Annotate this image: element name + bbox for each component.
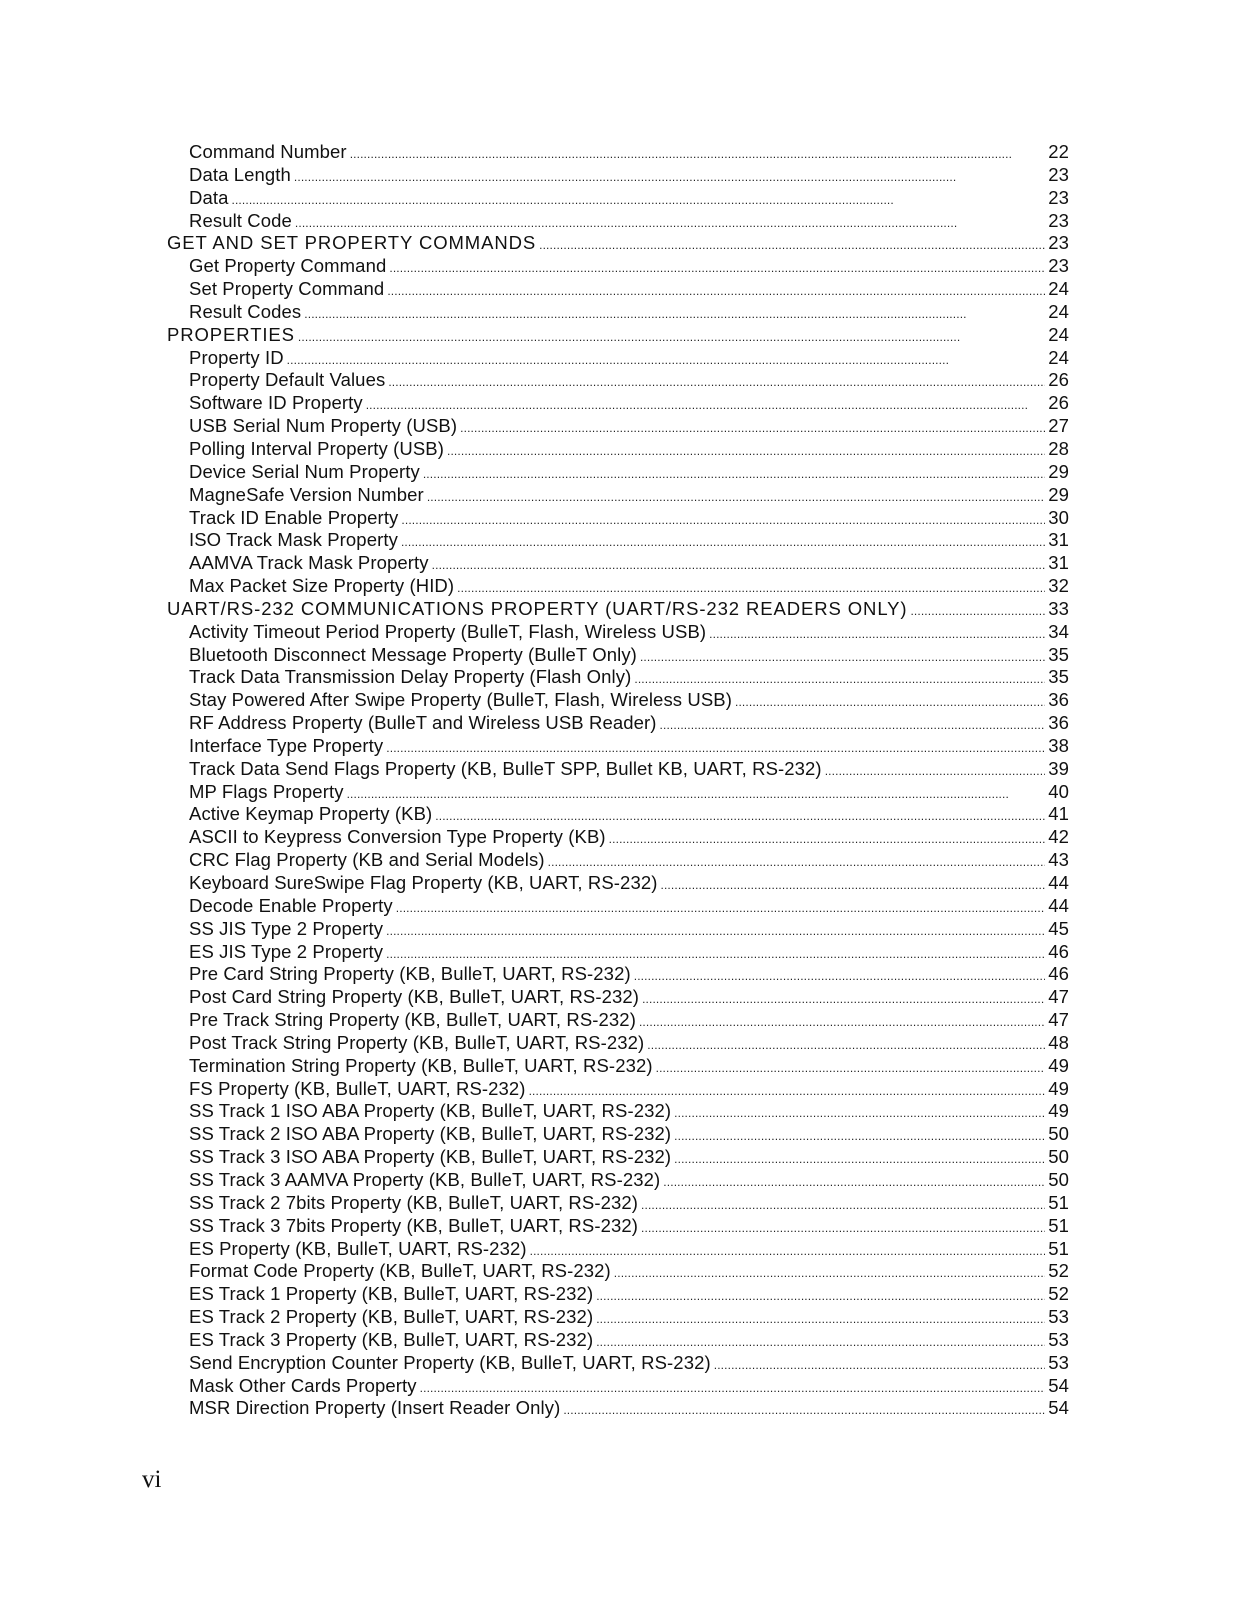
toc-entry-title: CRC Flag Property (KB and Serial Models): [189, 849, 545, 871]
toc-entry-page-number: 36: [1048, 689, 1069, 711]
toc-dot-leader: [386, 947, 1045, 961]
toc-dot-leader: [294, 170, 1045, 184]
toc-entry[interactable]: [167, 484, 1069, 507]
toc-entry-page-number: 27: [1048, 415, 1069, 437]
toc-entry[interactable]: [167, 575, 1069, 598]
toc-entry-title: SS Track 3 7bits Property (KB, BulleT, UART, RS-232): [189, 1214, 639, 1236]
toc-entry-title: SS Track 2 7bits Property (KB, BulleT, UART, RS-232): [189, 1191, 639, 1213]
toc-entry-page-number: 46: [1048, 940, 1069, 962]
toc-dot-leader: [563, 1403, 1045, 1417]
page-number: vi: [142, 1466, 162, 1493]
toc-dot-leader: [641, 1198, 1045, 1212]
toc-entry-page-number: 53: [1048, 1328, 1069, 1350]
toc-entry[interactable]: [167, 986, 1069, 1009]
toc-entry-page-number: 35: [1048, 666, 1069, 688]
toc-entry-page-number: 50: [1048, 1146, 1069, 1168]
toc-entry-title: Format Code Property (KB, BulleT, UART, RS-232): [189, 1260, 611, 1282]
toc-entry-page-number: 23: [1048, 186, 1069, 208]
toc-entry-page-number: 49: [1048, 1077, 1069, 1099]
toc-dot-leader: [634, 969, 1045, 983]
toc-entry-page-number: 48: [1048, 1031, 1069, 1053]
toc-entry[interactable]: [167, 392, 1069, 415]
toc-dot-leader: [529, 1084, 1046, 1098]
toc-entry[interactable]: [167, 872, 1069, 895]
toc-entry-page-number: 44: [1048, 894, 1069, 916]
toc-entry[interactable]: [167, 1123, 1069, 1146]
toc-entry-title: Polling Interval Property (USB): [189, 437, 444, 459]
toc-entry[interactable]: [167, 164, 1069, 187]
toc-dot-leader: [366, 398, 1046, 412]
toc-entry-title: Result Codes: [189, 300, 302, 322]
toc-entry[interactable]: [167, 941, 1069, 964]
toc-entry-title: MagneSafe Version Number: [189, 483, 424, 505]
toc-dot-leader: [447, 444, 1045, 458]
toc-entry-page-number: 26: [1048, 369, 1069, 391]
toc-dot-leader: [663, 1175, 1045, 1189]
toc-entry[interactable]: [167, 1215, 1069, 1238]
toc-entry[interactable]: [167, 552, 1069, 575]
toc-dot-leader: [298, 330, 1045, 344]
toc-entry[interactable]: [167, 826, 1069, 849]
toc-dot-leader: [432, 558, 1046, 572]
toc-dot-leader: [674, 1129, 1045, 1143]
toc-dot-leader: [596, 1335, 1045, 1349]
toc-dot-leader: [401, 535, 1045, 549]
toc-entry[interactable]: [167, 918, 1069, 941]
toc-entry-page-number: 28: [1048, 437, 1069, 459]
toc-dot-leader: [347, 787, 1046, 801]
toc-entry-page-number: 36: [1048, 712, 1069, 734]
toc-dot-leader: [287, 353, 1046, 367]
toc-entry-title: Stay Powered After Swipe Property (BulleT, Flash, Wireless USB): [189, 689, 732, 711]
toc-entry-title: ASCII to Keypress Conversion Type Property (KB): [189, 826, 606, 848]
toc-entry-title: Track Data Transmission Delay Property (Flash Only): [189, 666, 632, 688]
toc-dot-leader: [656, 1061, 1046, 1075]
toc-entry-title: Command Number: [189, 141, 347, 162]
toc-entry-page-number: 50: [1048, 1123, 1069, 1145]
toc-entry[interactable]: [167, 1283, 1069, 1306]
toc-dot-leader: [387, 284, 1045, 298]
toc-entry-page-number: 31: [1048, 529, 1069, 551]
toc-entry-title: MP Flags Property: [189, 780, 344, 802]
toc-entry-title: SS Track 1 ISO ABA Property (KB, BulleT, UART, RS-232): [189, 1100, 672, 1122]
toc-entry-title: RF Address Property (BulleT and Wireless USB Reader): [189, 712, 657, 734]
toc-entry-page-number: 30: [1048, 506, 1069, 528]
toc-entry-page-number: 49: [1048, 1100, 1069, 1122]
toc-entry-title: AAMVA Track Mask Property: [189, 552, 429, 574]
toc-dot-leader: [423, 467, 1045, 481]
toc-entry-title: Track Data Send Flags Property (KB, BulleT SPP, Bullet KB, UART, RS-232): [189, 757, 822, 779]
toc-entry[interactable]: [167, 461, 1069, 484]
toc-entry[interactable]: [167, 1306, 1069, 1329]
toc-entry-title: Property ID: [189, 346, 284, 368]
toc-dot-leader: [350, 147, 1046, 161]
toc-entry[interactable]: [167, 507, 1069, 530]
toc-entry[interactable]: [167, 438, 1069, 461]
toc-entry-title: Bluetooth Disconnect Message Property (BulleT Only): [189, 643, 637, 665]
toc-dot-leader: [295, 216, 1045, 230]
toc-entry[interactable]: [167, 803, 1069, 826]
toc-entry[interactable]: [167, 1032, 1069, 1055]
toc-entry[interactable]: [167, 1238, 1069, 1261]
toc-entry-title: Get Property Command: [189, 255, 387, 277]
toc-dot-leader: [396, 901, 1045, 915]
toc-dot-leader: [389, 261, 1045, 275]
toc-entry[interactable]: [167, 1397, 1069, 1420]
toc-entry[interactable]: [167, 301, 1069, 324]
toc-dot-leader: [709, 627, 1045, 641]
toc-entry-title: SS Track 3 ISO ABA Property (KB, BulleT, UART, RS-232): [189, 1146, 672, 1168]
toc-entry-title: Mask Other Cards Property: [189, 1374, 417, 1396]
toc-entry[interactable]: [167, 598, 1069, 621]
toc-dot-leader: [674, 1152, 1045, 1166]
toc-entry-title: ES Track 1 Property (KB, BulleT, UART, RS-232): [189, 1283, 594, 1305]
toc-entry-title: PROPERTIES: [167, 323, 295, 345]
toc-entry-page-number: 22: [1048, 141, 1069, 162]
toc-entry[interactable]: [167, 369, 1069, 392]
toc-entry-page-number: 38: [1048, 734, 1069, 756]
toc-entry-title: Pre Track String Property (KB, BulleT, UART, RS-232): [189, 1009, 636, 1031]
toc-entry-title: MSR Direction Property (Insert Reader Only): [189, 1397, 561, 1419]
toc-entry-title: Property Default Values: [189, 369, 386, 391]
toc-entry[interactable]: [167, 712, 1069, 735]
toc-dot-leader: [386, 741, 1045, 755]
toc-entry-title: Keyboard SureSwipe Flag Property (KB, UART, RS-232): [189, 872, 658, 893]
toc-entry-title: USB Serial Num Property (USB): [189, 415, 458, 437]
toc-dot-leader: [386, 924, 1045, 938]
toc-entry-title: Device Serial Num Property: [189, 460, 420, 482]
toc-entry-page-number: 42: [1048, 826, 1069, 848]
toc-entry-page-number: 23: [1048, 232, 1069, 254]
toc-entry[interactable]: [167, 529, 1069, 552]
toc-entry-title: Decode Enable Property: [189, 894, 393, 916]
toc-entry-page-number: 45: [1048, 917, 1069, 939]
toc-entry-page-number: 41: [1048, 803, 1069, 825]
toc-entry-page-number: 50: [1048, 1168, 1069, 1190]
toc-entry-page-number: 54: [1048, 1397, 1069, 1419]
toc-entry-page-number: 47: [1048, 1009, 1069, 1031]
toc-entry[interactable]: [167, 758, 1069, 781]
toc-dot-leader: [714, 1358, 1045, 1372]
table-of-contents: [167, 141, 1069, 1420]
toc-dot-leader: [825, 764, 1046, 778]
toc-entry[interactable]: [167, 1169, 1069, 1192]
toc-entry-page-number: 47: [1048, 986, 1069, 1008]
toc-dot-leader: [735, 695, 1045, 709]
toc-entry[interactable]: [167, 1260, 1069, 1283]
toc-entry-title: Data Length: [189, 163, 291, 185]
toc-entry-title: Activity Timeout Period Property (BulleT, Flash, Wireless USB): [189, 620, 707, 642]
toc-entry[interactable]: [167, 735, 1069, 758]
toc-dot-leader: [401, 513, 1045, 527]
toc-dot-leader: [460, 421, 1045, 435]
toc-dot-leader: [660, 718, 1046, 732]
toc-dot-leader: [641, 1221, 1045, 1235]
toc-dot-leader: [539, 238, 1045, 252]
toc-entry-page-number: 23: [1048, 255, 1069, 277]
toc-dot-leader: [427, 490, 1045, 504]
toc-entry[interactable]: [167, 1329, 1069, 1352]
toc-dot-leader: [596, 1312, 1045, 1326]
toc-entry-page-number: 51: [1048, 1191, 1069, 1213]
toc-entry-title: Max Packet Size Property (HID): [189, 575, 455, 597]
toc-entry-page-number: 40: [1048, 780, 1069, 802]
toc-entry[interactable]: [167, 895, 1069, 918]
toc-entry[interactable]: [167, 324, 1069, 347]
toc-entry-title: Software ID Property: [189, 392, 363, 414]
toc-entry[interactable]: [167, 644, 1069, 667]
toc-entry[interactable]: [167, 1100, 1069, 1123]
toc-entry-page-number: 53: [1048, 1306, 1069, 1328]
toc-entry-page-number: 52: [1048, 1260, 1069, 1282]
toc-dot-leader: [674, 1106, 1045, 1120]
toc-entry-page-number: 39: [1048, 757, 1069, 779]
toc-entry-page-number: 24: [1048, 323, 1069, 345]
toc-entry-page-number: 32: [1048, 575, 1069, 597]
toc-dot-leader: [640, 650, 1045, 664]
toc-dot-leader: [609, 832, 1046, 846]
toc-entry-title: Termination String Property (KB, BulleT, UART, RS-232): [189, 1054, 653, 1076]
toc-dot-leader: [647, 1038, 1045, 1052]
toc-entry[interactable]: [167, 781, 1069, 804]
toc-entry[interactable]: [167, 347, 1069, 370]
toc-entry-page-number: 51: [1048, 1237, 1069, 1259]
toc-entry-page-number: 49: [1048, 1054, 1069, 1076]
toc-entry-page-number: 44: [1048, 872, 1069, 893]
toc-dot-leader: [548, 855, 1046, 869]
toc-entry-title: Set Property Command: [189, 278, 385, 300]
toc-entry-page-number: 23: [1048, 209, 1069, 231]
toc-dot-leader: [304, 307, 1045, 321]
toc-entry-title: GET AND SET PROPERTY COMMANDS: [167, 232, 537, 254]
toc-entry-title: Post Card String Property (KB, BulleT, UART, RS-232): [189, 986, 640, 1008]
toc-entry[interactable]: [167, 1192, 1069, 1215]
toc-dot-leader: [642, 992, 1045, 1006]
toc-entry[interactable]: [167, 1352, 1069, 1375]
toc-entry-page-number: 43: [1048, 849, 1069, 871]
toc-entry-page-number: 24: [1048, 278, 1069, 300]
toc-entry-title: Pre Card String Property (KB, BulleT, UART, RS-232): [189, 963, 631, 985]
toc-entry-page-number: 29: [1048, 460, 1069, 482]
toc-entry-page-number: 54: [1048, 1374, 1069, 1396]
toc-entry[interactable]: [167, 232, 1069, 255]
toc-entry-page-number: 23: [1048, 163, 1069, 185]
toc-entry-title: Send Encryption Counter Property (KB, BulleT, UART, RS-232): [189, 1351, 711, 1373]
toc-entry[interactable]: [167, 621, 1069, 644]
toc-entry-page-number: 24: [1048, 346, 1069, 368]
toc-entry-page-number: 24: [1048, 300, 1069, 322]
toc-entry[interactable]: [167, 1055, 1069, 1078]
toc-entry-title: ES JIS Type 2 Property: [189, 940, 384, 962]
toc-entry[interactable]: [167, 689, 1069, 712]
toc-entry-title: SS Track 2 ISO ABA Property (KB, BulleT, UART, RS-232): [189, 1123, 672, 1145]
toc-entry-page-number: 46: [1048, 963, 1069, 985]
toc-entry-title: SS Track 3 AAMVA Property (KB, BulleT, UART, RS-232): [189, 1168, 661, 1190]
toc-entry[interactable]: [167, 415, 1069, 438]
toc-dot-leader: [435, 809, 1045, 823]
toc-entry-title: SS JIS Type 2 Property: [189, 917, 384, 939]
toc-entry[interactable]: [167, 666, 1069, 689]
toc-entry-title: Post Track String Property (KB, BulleT, UART, RS-232): [189, 1031, 645, 1053]
toc-entry-title: ES Property (KB, BulleT, UART, RS-232): [189, 1237, 527, 1259]
toc-dot-leader: [231, 193, 1045, 207]
toc-entry[interactable]: [167, 255, 1069, 278]
toc-entry[interactable]: [167, 187, 1069, 210]
toc-entry-page-number: 53: [1048, 1351, 1069, 1373]
toc-entry-page-number: 51: [1048, 1214, 1069, 1236]
toc-entry-page-number: 52: [1048, 1283, 1069, 1305]
toc-entry-title: ES Track 3 Property (KB, BulleT, UART, RS-232): [189, 1328, 594, 1350]
toc-entry-title: UART/RS-232 COMMUNICATIONS PROPERTY (UART/RS-232 READERS ONLY): [167, 597, 908, 619]
toc-entry[interactable]: [167, 1146, 1069, 1169]
toc-entry-title: Track ID Enable Property: [189, 506, 399, 528]
toc-entry-title: ES Track 2 Property (KB, BulleT, UART, RS-232): [189, 1306, 594, 1328]
toc-entry[interactable]: [167, 1009, 1069, 1032]
toc-dot-leader: [457, 581, 1045, 595]
toc-entry[interactable]: [167, 1078, 1069, 1101]
toc-entry-title: FS Property (KB, BulleT, UART, RS-232): [189, 1077, 526, 1099]
toc-entry-page-number: 33: [1048, 597, 1069, 619]
toc-dot-leader: [388, 375, 1045, 389]
toc-dot-leader: [596, 1289, 1045, 1303]
toc-dot-leader: [639, 1015, 1045, 1029]
toc-entry-page-number: 31: [1048, 552, 1069, 574]
toc-dot-leader: [420, 1381, 1046, 1395]
toc-entry[interactable]: [167, 210, 1069, 233]
toc-entry[interactable]: [167, 141, 1069, 164]
toc-entry-title: Interface Type Property: [189, 734, 384, 756]
toc-dot-leader: [661, 878, 1046, 892]
toc-entry-title: Result Code: [189, 209, 292, 231]
toc-dot-leader: [634, 672, 1045, 686]
toc-dot-leader: [530, 1244, 1046, 1258]
toc-dot-leader: [910, 604, 1045, 618]
toc-entry-page-number: 35: [1048, 643, 1069, 665]
toc-entry[interactable]: [167, 278, 1069, 301]
toc-entry[interactable]: [167, 1375, 1069, 1398]
toc-entry-page-number: 29: [1048, 483, 1069, 505]
toc-entry-page-number: 34: [1048, 620, 1069, 642]
toc-entry-title: Data: [189, 186, 229, 208]
toc-entry[interactable]: [167, 849, 1069, 872]
toc-dot-leader: [614, 1266, 1045, 1280]
toc-entry-title: ISO Track Mask Property: [189, 529, 398, 551]
toc-entry-page-number: 26: [1048, 392, 1069, 414]
toc-entry[interactable]: [167, 963, 1069, 986]
toc-entry-title: Active Keymap Property (KB): [189, 803, 433, 825]
